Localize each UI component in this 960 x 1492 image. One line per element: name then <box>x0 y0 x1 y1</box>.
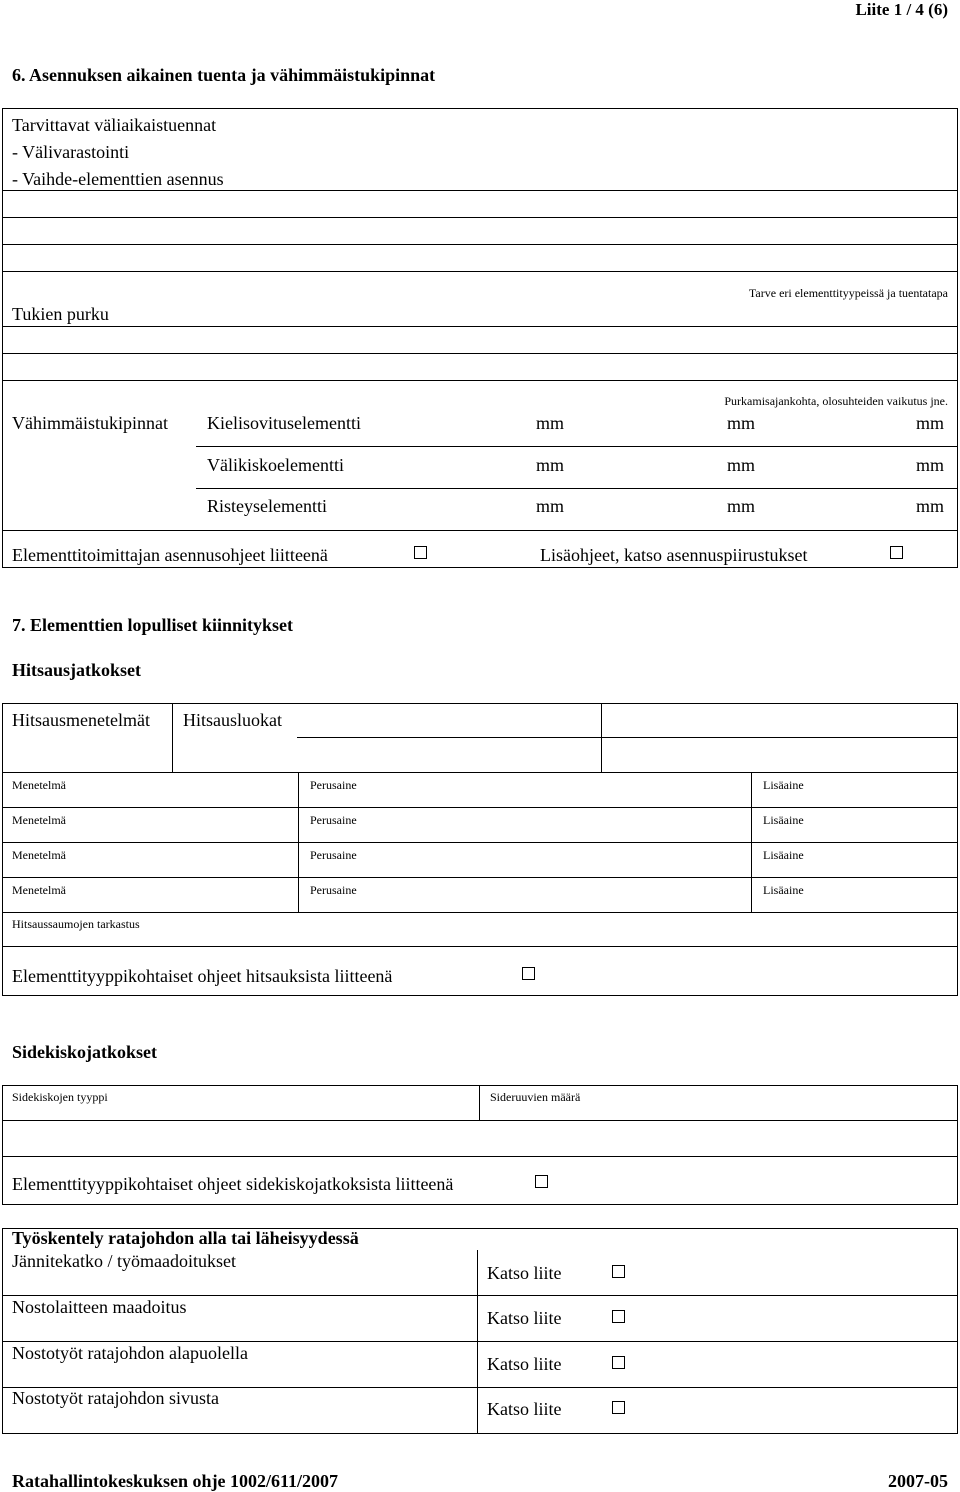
row-divider <box>2 877 958 878</box>
weld-filler: Lisäaine <box>763 778 804 792</box>
min-row-name: Kielisovituselementti <box>207 413 361 433</box>
col-divider <box>477 1250 478 1434</box>
row-divider <box>2 1120 958 1121</box>
instructions-checkbox[interactable] <box>414 546 427 559</box>
overhead-row-label: Nostolaitteen maadoitus <box>12 1297 187 1317</box>
row-divider <box>2 912 958 913</box>
footer-document-id: Ratahallintokeskuksen ohje 1002/611/2007 <box>12 1471 339 1491</box>
overhead-row-label: Nostotyöt ratajohdon sivusta <box>12 1388 219 1408</box>
row-divider <box>297 737 958 738</box>
fishplate-instructions-label: Elementtityyppikohtaiset ohjeet sidekiskojatkoksista liitteenä <box>12 1174 454 1194</box>
overhead-row-ref: Katso liite <box>487 1354 562 1374</box>
min-row-name: Risteyselementti <box>207 496 327 516</box>
overhead-title: Työskentely ratajohdon alla tai läheisyydessä <box>12 1228 359 1248</box>
overhead-row-ref: Katso liite <box>487 1399 562 1419</box>
row-divider <box>2 190 958 191</box>
bolt-count-label: Sideruuvien määrä <box>490 1090 581 1104</box>
removal-label: Tukien purku <box>12 304 109 324</box>
overhead-row-ref: Katso liite <box>487 1308 562 1328</box>
overhead-row-label: Jännitekatko / työmaadoitukset <box>12 1251 236 1271</box>
row-divider <box>2 244 958 245</box>
row-divider <box>2 353 958 354</box>
additional-label: Lisäohjeet, katso asennuspiirustukset <box>540 545 808 565</box>
temp-supports-item: - Välivarastointi <box>12 142 130 162</box>
overhead-row-label: Nostotyöt ratajohdon alapuolella <box>12 1343 248 1363</box>
row-divider <box>2 380 958 381</box>
unit-mm: mm <box>727 455 756 475</box>
unit-mm: mm <box>536 455 565 475</box>
section-6-title: 6. Asennuksen aikainen tuenta ja vähimmäistukipinnat <box>12 65 436 85</box>
unit-mm: mm <box>536 496 565 516</box>
section-7-title: 7. Elementtien lopulliset kiinnitykset <box>12 615 294 635</box>
inspection-label: Hitsaussaumojen tarkastus <box>12 917 140 931</box>
row-divider <box>2 807 958 808</box>
weld-base: Perusaine <box>310 813 357 827</box>
instructions-label: Elementtitoimittajan asennusohjeet liitteenä <box>12 545 328 565</box>
temp-supports-title: Tarvittavat väliaikaistuennat <box>12 115 217 135</box>
overhead-checkbox[interactable] <box>612 1401 625 1414</box>
row-divider <box>2 217 958 218</box>
removal-note: Purkamisajankohta, olosuhteiden vaikutus jne. <box>724 394 948 408</box>
unit-mm: mm <box>536 413 565 433</box>
row-divider <box>2 1156 958 1157</box>
page-number: Liite 1 / 4 (6) <box>855 0 948 19</box>
col-divider <box>172 703 173 772</box>
weld-filler: Lisäaine <box>763 848 804 862</box>
weld-instructions-label: Elementtityyppikohtaiset ohjeet hitsauksista liitteenä <box>12 966 393 986</box>
col-divider <box>479 1085 480 1120</box>
unit-mm: mm <box>727 496 756 516</box>
row-divider <box>196 446 958 447</box>
unit-mm: mm <box>916 496 945 516</box>
row-divider <box>2 772 958 773</box>
welding-classes-label: Hitsausluokat <box>183 710 282 730</box>
unit-mm: mm <box>916 413 945 433</box>
min-support-label: Vähimmäistukipinnat <box>12 413 168 433</box>
row-divider <box>2 1341 958 1342</box>
row-divider <box>196 488 958 489</box>
weld-base: Perusaine <box>310 848 357 862</box>
weld-filler: Lisäaine <box>763 813 804 827</box>
weld-method: Menetelmä <box>12 883 66 897</box>
weld-base: Perusaine <box>310 778 357 792</box>
overhead-checkbox[interactable] <box>612 1310 625 1323</box>
temp-supports-item: - Vaihde-elementtien asennus <box>12 169 224 189</box>
fishplate-type-label: Sidekiskojen tyyppi <box>12 1090 108 1104</box>
fishplate-title: Sidekiskojatkokset <box>12 1042 158 1062</box>
row-divider <box>2 842 958 843</box>
row-divider <box>2 326 958 327</box>
weld-filler: Lisäaine <box>763 883 804 897</box>
weld-base: Perusaine <box>310 883 357 897</box>
weld-method: Menetelmä <box>12 848 66 862</box>
additional-checkbox[interactable] <box>890 546 903 559</box>
overhead-checkbox[interactable] <box>612 1265 625 1278</box>
row-divider <box>2 946 958 947</box>
weld-method: Menetelmä <box>12 778 66 792</box>
min-row-name: Välikiskoelementti <box>207 455 344 475</box>
row-divider <box>2 271 958 272</box>
unit-mm: mm <box>727 413 756 433</box>
overhead-row-ref: Katso liite <box>487 1263 562 1283</box>
welding-title: Hitsausjatkokset <box>12 660 142 680</box>
welding-table <box>2 703 958 996</box>
weld-method: Menetelmä <box>12 813 66 827</box>
fishplate-instructions-checkbox[interactable] <box>535 1175 548 1188</box>
row-divider <box>2 1295 958 1296</box>
welding-methods-label: Hitsausmenetelmät <box>12 710 150 730</box>
row-divider <box>2 530 958 531</box>
footer-date: 2007-05 <box>888 1471 948 1491</box>
weld-instructions-checkbox[interactable] <box>522 967 535 980</box>
need-note: Tarve eri elementtityypeissä ja tuentatapa <box>748 286 948 300</box>
unit-mm: mm <box>916 455 945 475</box>
overhead-checkbox[interactable] <box>612 1356 625 1369</box>
